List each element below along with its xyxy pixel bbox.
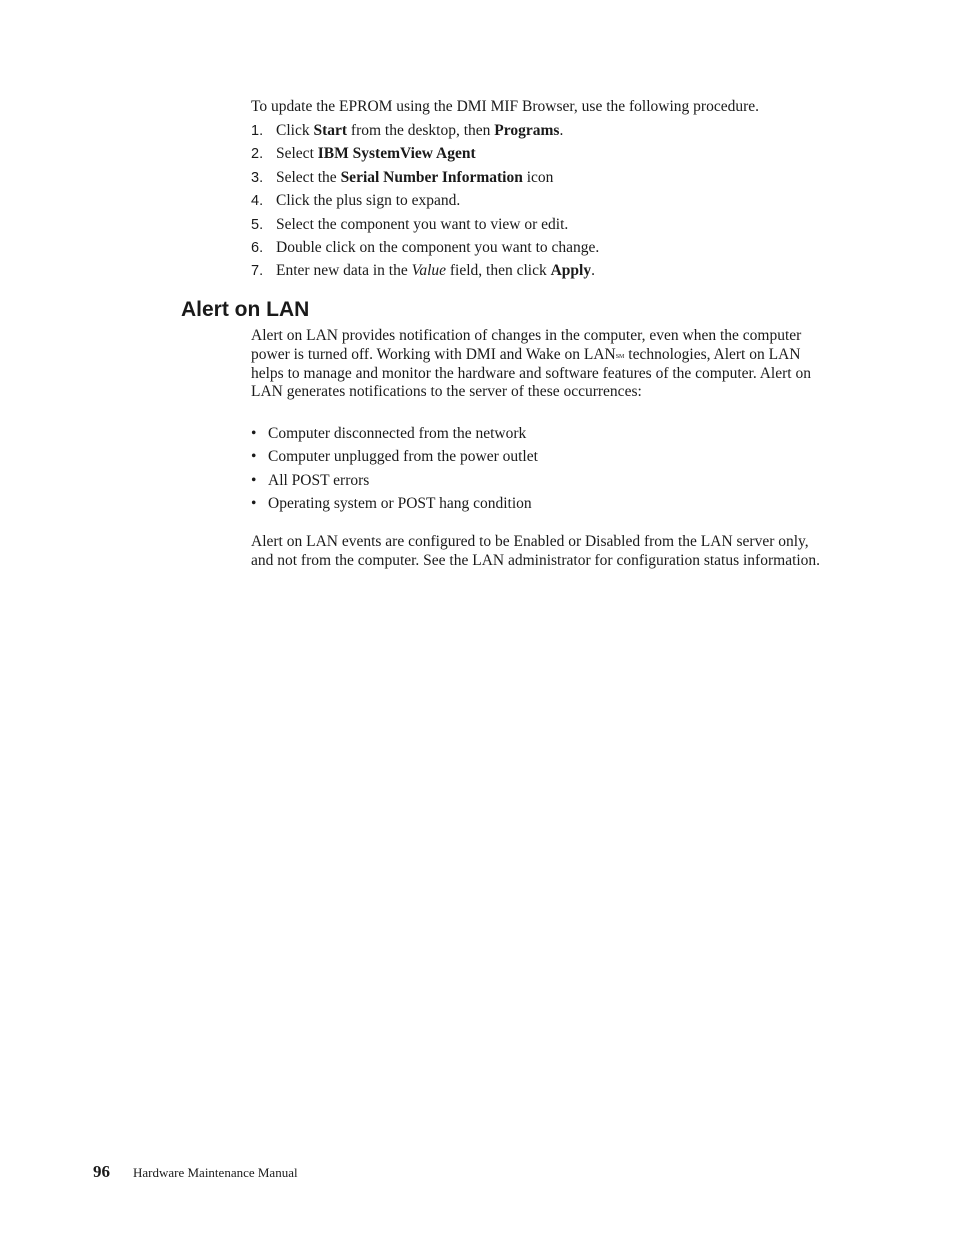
step-emphasis: IBM SystemView Agent	[317, 145, 476, 163]
step-text: field, then click	[446, 262, 551, 280]
list-item	[251, 494, 538, 517]
section-heading: Alert on LAN	[181, 298, 310, 321]
service-mark: SM	[615, 353, 625, 360]
step-number: 7.	[251, 263, 264, 280]
procedure-step	[251, 144, 599, 167]
step-text: from the desktop, then	[347, 122, 495, 139]
step-text: Select	[276, 145, 318, 163]
step-emphasis: Start	[313, 122, 348, 139]
step-number: 5.	[251, 216, 264, 233]
page-number: 96	[93, 1162, 110, 1181]
step-number: 6.	[251, 239, 264, 256]
section-description	[251, 327, 831, 402]
bullet-icon: •	[251, 495, 257, 513]
procedure-step	[251, 261, 599, 284]
description-text-start: Alert on LAN provides notification of changes in the computer, even when the computer power is turned off. Working with DMI and Wake on LAN	[251, 327, 802, 363]
step-number: 1.	[251, 123, 264, 139]
description-text-end: technologies, Alert on LAN helps to manage and monitor the hardware and software features of the computer. Alert on LAN generates notifications to the server of these occurrences:	[251, 345, 811, 401]
step-number: 3.	[251, 169, 264, 186]
procedure-step	[251, 191, 599, 214]
step-field-name: Value	[411, 262, 447, 280]
step-text: .	[591, 262, 595, 280]
list-item-text: Computer disconnected from the network	[268, 425, 527, 442]
list-item	[251, 471, 538, 494]
list-item-text: All POST errors	[268, 471, 370, 489]
procedure-step	[251, 168, 599, 191]
occurrences-list	[251, 424, 538, 518]
procedure-step	[251, 121, 599, 144]
step-text: Select the	[276, 168, 341, 186]
intro-paragraph: To update the EPROM using the DMI MIF Browser, use the following procedure.	[251, 98, 759, 115]
bullet-icon: •	[251, 448, 257, 466]
step-text: .	[559, 122, 564, 139]
procedure-steps-list	[251, 121, 599, 285]
step-number: 2.	[251, 146, 264, 163]
bullet-icon: •	[251, 425, 257, 442]
step-text: Select the component you want to view or edit.	[276, 215, 569, 233]
step-emphasis: Serial Number Information	[340, 168, 523, 186]
step-text: Click	[276, 122, 314, 139]
step-number: 4.	[251, 193, 264, 210]
step-text: Double click on the component you want to change.	[276, 238, 600, 256]
closing-paragraph: Alert on LAN events are configured to be Enabled or Disabled from the LAN server only, and not from the computer. See the LAN administrator for configuration status information.	[251, 533, 821, 569]
step-text: Enter new data in the	[276, 262, 412, 280]
step-text: Click the plus sign to expand.	[276, 192, 461, 210]
step-text: icon	[522, 168, 554, 186]
page-footer	[93, 1162, 298, 1182]
list-item-text: Operating system or POST hang condition	[268, 495, 532, 513]
step-emphasis: Apply	[550, 262, 592, 280]
manual-title: Hardware Maintenance Manual	[133, 1165, 298, 1180]
step-emphasis: Programs	[494, 122, 560, 139]
list-item	[251, 424, 538, 447]
bullet-icon: •	[251, 471, 257, 489]
list-item	[251, 447, 538, 470]
procedure-step	[251, 238, 599, 261]
list-item-text: Computer unplugged from the power outlet	[268, 448, 538, 466]
procedure-step	[251, 215, 599, 238]
